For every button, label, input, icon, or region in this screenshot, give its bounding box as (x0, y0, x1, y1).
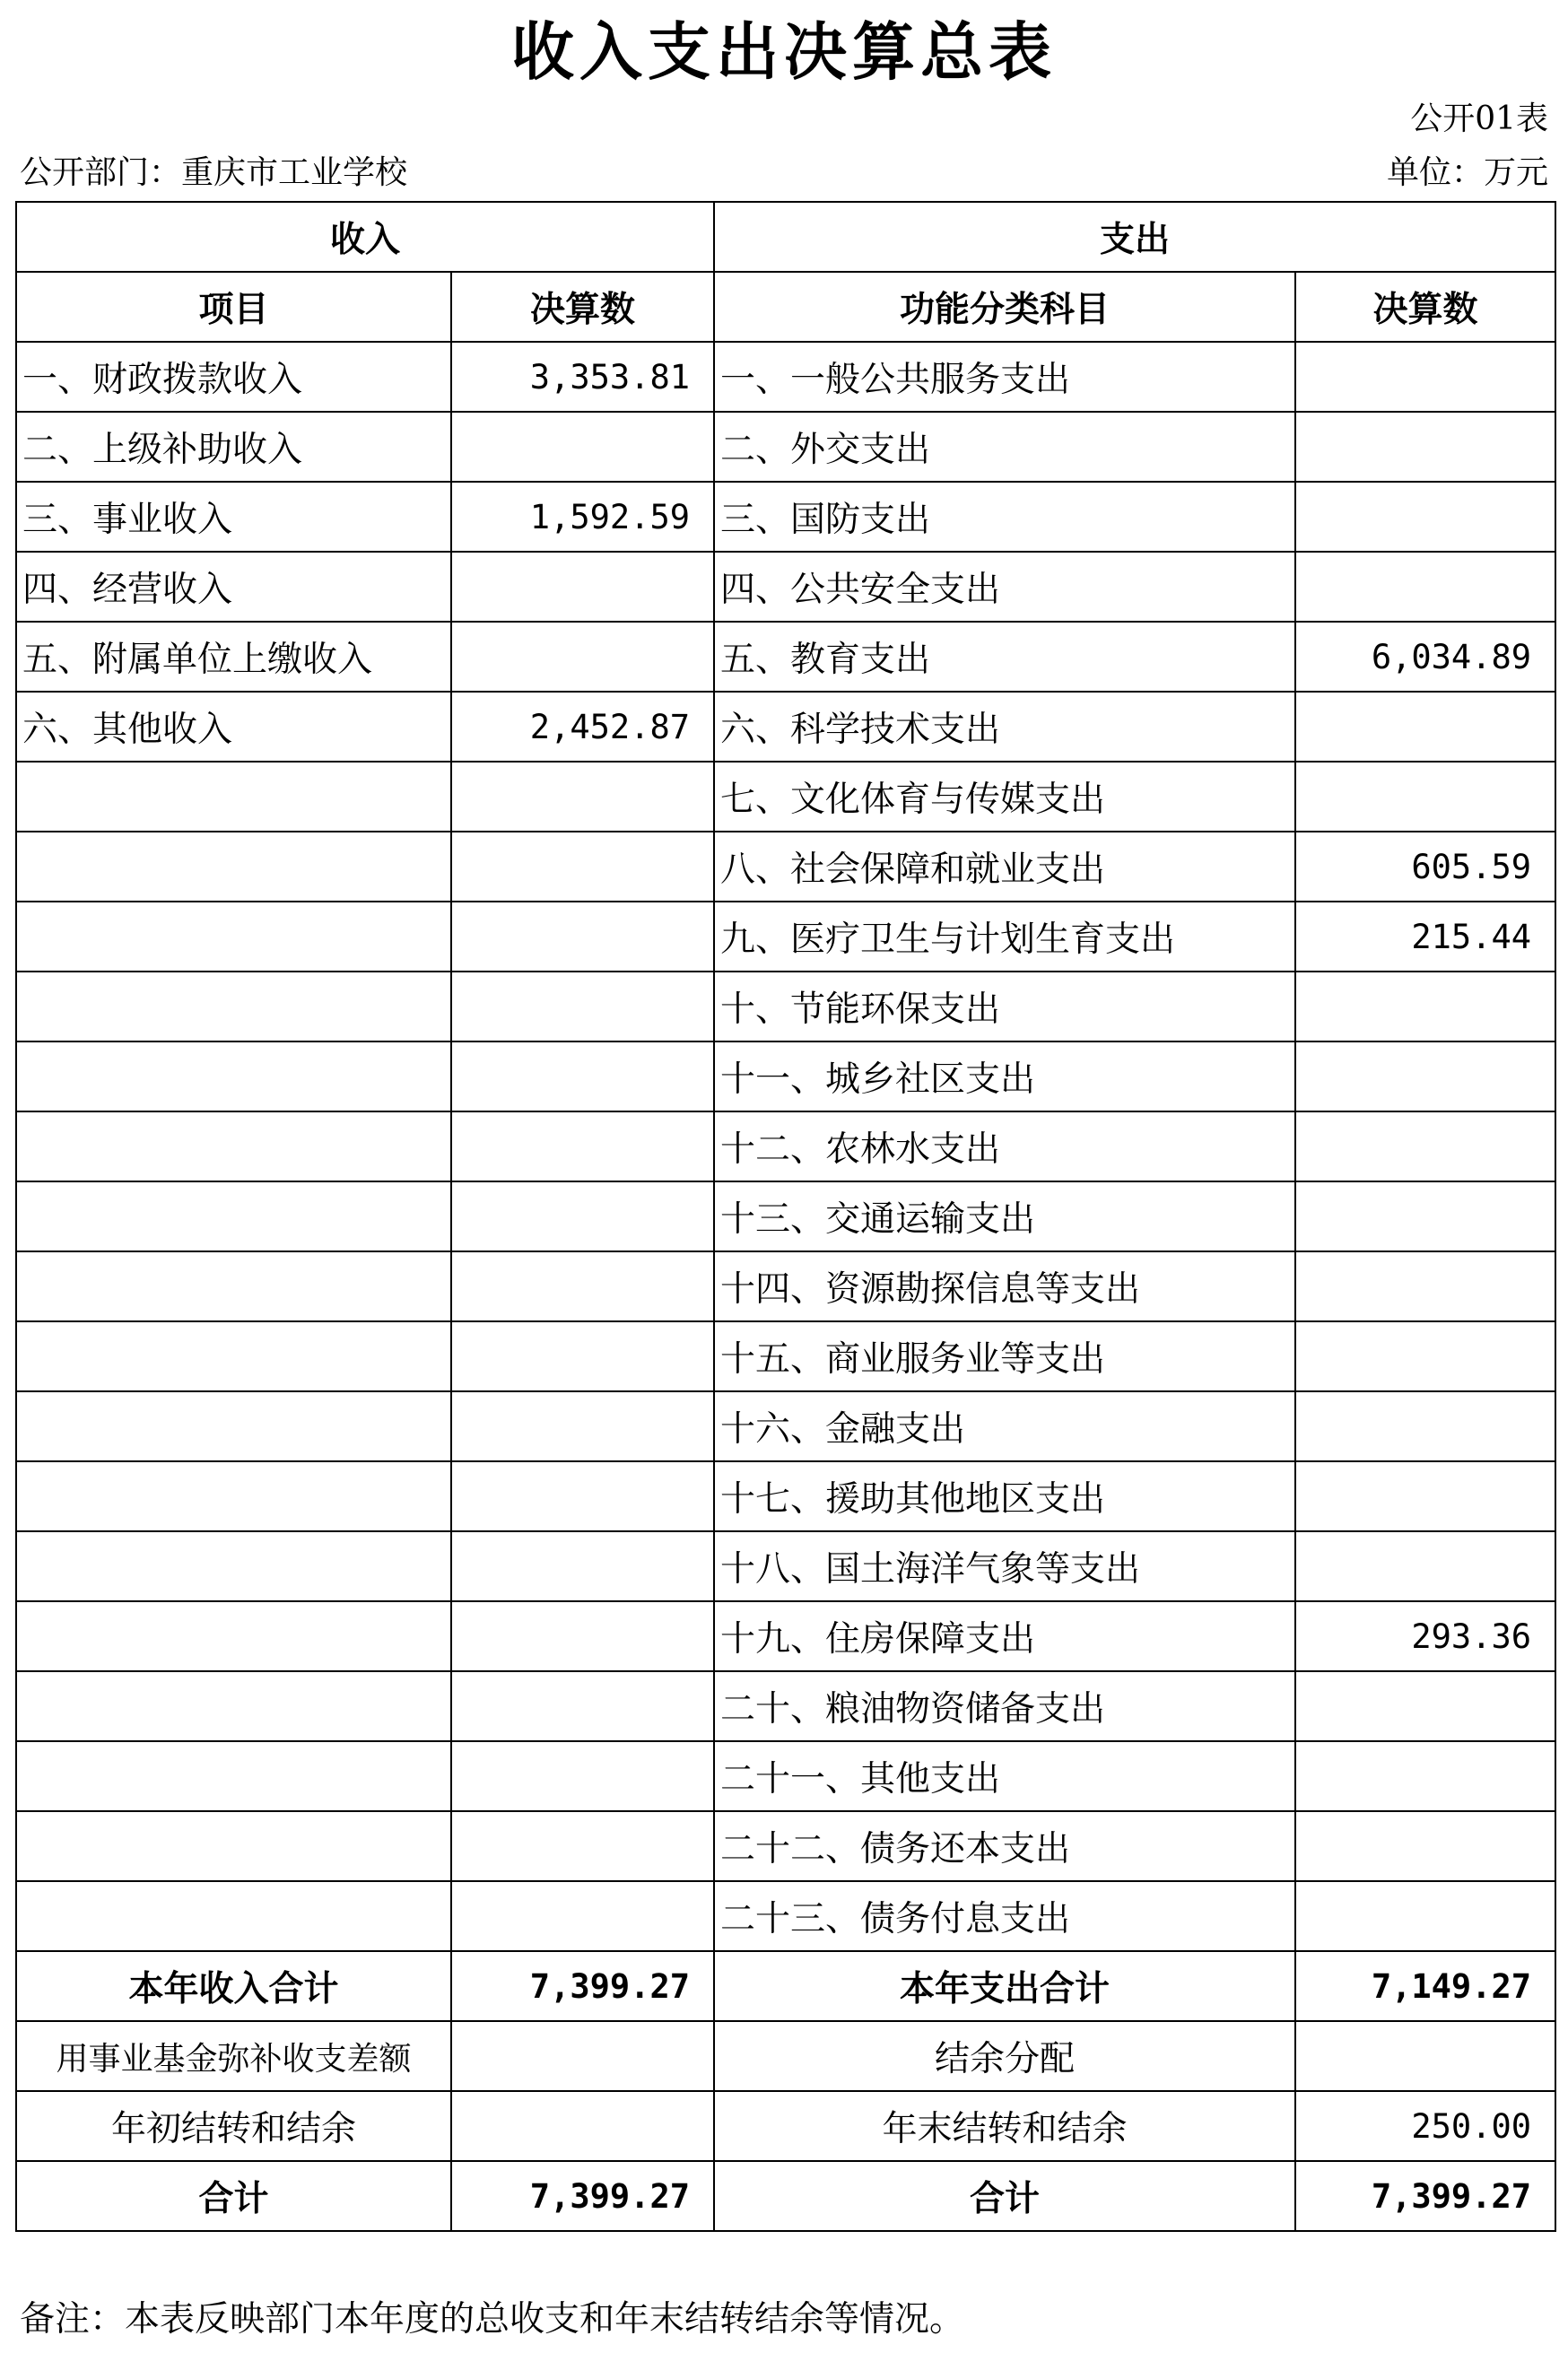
income-amount-cell (451, 1601, 714, 1671)
expense-item-cell: 十六、金融支出 (714, 1391, 1295, 1461)
table-row (16, 482, 1555, 552)
expense-item-cell: 二十三、债务付息支出 (714, 1881, 1295, 1951)
fund-row (16, 2021, 1555, 2091)
expense-amount-cell (1295, 1041, 1555, 1111)
grand-income-total-amount: 7,399.27 (451, 2161, 714, 2231)
income-item-cell (16, 1741, 451, 1811)
expense-item-cell: 十、节能环保支出 (714, 972, 1295, 1041)
fund-expense-label: 结余分配 (714, 2021, 1295, 2091)
income-item-cell (16, 1461, 451, 1531)
department-label: 公开部门：重庆市工业学校 (20, 154, 408, 191)
expense-amount-cell (1295, 1741, 1555, 1811)
expense-amount-cell (1295, 1111, 1555, 1181)
expense-item-cell: 九、医疗卫生与计划生育支出 (714, 902, 1295, 972)
expense-amount-column-header: 决算数 (1295, 272, 1555, 342)
income-amount-cell: 1,592.59 (451, 482, 714, 552)
income-amount-cell (451, 1461, 714, 1531)
expense-amount-cell (1295, 1391, 1555, 1461)
expense-amount-cell (1295, 762, 1555, 832)
income-amount-cell (451, 1671, 714, 1741)
table-row (16, 1461, 1555, 1531)
expense-item-cell: 五、教育支出 (714, 622, 1295, 692)
expense-item-cell: 六、科学技术支出 (714, 692, 1295, 762)
expense-item-cell: 十二、农林水支出 (714, 1111, 1295, 1181)
year-expense-total-amount: 7,149.27 (1295, 1951, 1555, 2021)
expense-amount-cell (1295, 1181, 1555, 1251)
table-row (16, 412, 1555, 482)
income-item-cell (16, 1181, 451, 1251)
income-amount-cell (451, 552, 714, 622)
table-row (16, 1531, 1555, 1601)
income-amount-cell: 2,452.87 (451, 692, 714, 762)
expense-amount-cell (1295, 482, 1555, 552)
income-amount-cell (451, 1741, 714, 1811)
expense-item-cell: 二十一、其他支出 (714, 1741, 1295, 1811)
expense-amount-cell (1295, 1531, 1555, 1601)
income-expense-table (15, 201, 1556, 2232)
income-amount-cell: 3,353.81 (451, 342, 714, 412)
expense-item-cell: 八、社会保障和就业支出 (714, 832, 1295, 902)
fund-income-amount (451, 2021, 714, 2091)
table-row (16, 902, 1555, 972)
expense-item-cell: 十九、住房保障支出 (714, 1601, 1295, 1671)
section-header-row (16, 202, 1555, 272)
table-row (16, 1321, 1555, 1391)
expense-amount-cell: 605.59 (1295, 832, 1555, 902)
table-row (16, 832, 1555, 902)
expense-section-header: 支出 (714, 202, 1555, 272)
income-amount-cell (451, 1041, 714, 1111)
income-amount-cell (451, 902, 714, 972)
expense-item-cell: 七、文化体育与传媒支出 (714, 762, 1295, 832)
expense-amount-cell (1295, 1461, 1555, 1531)
table-row (16, 1811, 1555, 1881)
expense-item-cell: 十一、城乡社区支出 (714, 1041, 1295, 1111)
income-item-cell (16, 1321, 451, 1391)
income-amount-cell (451, 412, 714, 482)
income-item-cell (16, 1881, 451, 1951)
income-item-cell (16, 1601, 451, 1671)
income-amount-cell (451, 972, 714, 1041)
footnote: 备注：本表反映部门本年度的总收支和年末结转结余等情况。 (20, 2299, 965, 2340)
income-amount-column-header: 决算数 (451, 272, 714, 342)
income-item-cell (16, 762, 451, 832)
income-amount-cell (451, 1251, 714, 1321)
expense-amount-cell (1295, 1321, 1555, 1391)
grand-expense-total-label: 合计 (714, 2161, 1295, 2231)
expense-amount-cell (1295, 1671, 1555, 1741)
income-item-cell: 六、其他收入 (16, 692, 451, 762)
page-title: 收入支出决算总表 (511, 15, 1057, 89)
table-row (16, 1391, 1555, 1461)
expense-amount-cell (1295, 552, 1555, 622)
income-item-cell: 二、上级补助收入 (16, 412, 451, 482)
table-row (16, 1111, 1555, 1181)
income-section-header: 收入 (16, 202, 714, 272)
income-amount-cell (451, 1111, 714, 1181)
income-amount-cell (451, 762, 714, 832)
income-item-cell (16, 1811, 451, 1881)
table-row (16, 692, 1555, 762)
table-row (16, 1181, 1555, 1251)
table-row (16, 972, 1555, 1041)
item-column-header: 项目 (16, 272, 451, 342)
table-row (16, 552, 1555, 622)
expense-amount-cell (1295, 1811, 1555, 1881)
income-item-cell: 四、经营收入 (16, 552, 451, 622)
table-row (16, 762, 1555, 832)
expense-amount-cell: 215.44 (1295, 902, 1555, 972)
income-item-cell (16, 1251, 451, 1321)
year-income-total-amount: 7,399.27 (451, 1951, 714, 2021)
expense-item-cell: 十四、资源勘探信息等支出 (714, 1251, 1295, 1321)
expense-item-cell: 十三、交通运输支出 (714, 1181, 1295, 1251)
expense-item-cell: 十八、国土海洋气象等支出 (714, 1531, 1295, 1601)
expense-item-cell: 二、外交支出 (714, 412, 1295, 482)
year-income-total-label: 本年收入合计 (16, 1951, 451, 2021)
income-item-cell (16, 1391, 451, 1461)
carry-expense-label: 年末结转和结余 (714, 2091, 1295, 2161)
carry-income-amount (451, 2091, 714, 2161)
carry-row (16, 2091, 1555, 2161)
fund-expense-amount (1295, 2021, 1555, 2091)
income-item-cell (16, 972, 451, 1041)
table-row (16, 1251, 1555, 1321)
income-amount-cell (451, 1321, 714, 1391)
expense-amount-cell: 6,034.89 (1295, 622, 1555, 692)
income-item-cell: 一、财政拨款收入 (16, 342, 451, 412)
grand-total-row (16, 2161, 1555, 2231)
expense-amount-cell (1295, 1251, 1555, 1321)
income-amount-cell (451, 1531, 714, 1601)
table-row (16, 1671, 1555, 1741)
expense-amount-cell (1295, 412, 1555, 482)
income-item-cell (16, 1671, 451, 1741)
income-item-cell (16, 832, 451, 902)
expense-item-cell: 二十、粮油物资储备支出 (714, 1671, 1295, 1741)
year-total-row (16, 1951, 1555, 2021)
carry-income-label: 年初结转和结余 (16, 2091, 451, 2161)
category-column-header: 功能分类科目 (714, 272, 1295, 342)
table-row (16, 1741, 1555, 1811)
income-amount-cell (451, 622, 714, 692)
expense-amount-cell (1295, 342, 1555, 412)
expense-item-cell: 十五、商业服务业等支出 (714, 1321, 1295, 1391)
grand-expense-total-amount: 7,399.27 (1295, 2161, 1555, 2231)
unit-label: 单位：万元 (1386, 154, 1548, 191)
expense-amount-cell (1295, 972, 1555, 1041)
income-amount-cell (451, 1881, 714, 1951)
expense-item-cell: 十七、援助其他地区支出 (714, 1461, 1295, 1531)
expense-amount-cell (1295, 692, 1555, 762)
fund-income-label: 用事业基金弥补收支差额 (16, 2021, 451, 2091)
income-item-cell (16, 902, 451, 972)
table-row (16, 622, 1555, 692)
income-item-cell (16, 1111, 451, 1181)
form-code: 公开01表 (1410, 100, 1548, 137)
column-header-row (16, 272, 1555, 342)
grand-income-total-label: 合计 (16, 2161, 451, 2231)
expense-amount-cell (1295, 1881, 1555, 1951)
table-row (16, 1601, 1555, 1671)
expense-amount-cell: 293.36 (1295, 1601, 1555, 1671)
carry-expense-amount: 250.00 (1295, 2091, 1555, 2161)
income-item-cell (16, 1531, 451, 1601)
income-item-cell: 五、附属单位上缴收入 (16, 622, 451, 692)
expense-item-cell: 二十二、债务还本支出 (714, 1811, 1295, 1881)
year-expense-total-label: 本年支出合计 (714, 1951, 1295, 2021)
income-item-cell (16, 1041, 451, 1111)
income-amount-cell (451, 1811, 714, 1881)
income-item-cell: 三、事业收入 (16, 482, 451, 552)
expense-item-cell: 一、一般公共服务支出 (714, 342, 1295, 412)
table-row (16, 1881, 1555, 1951)
table-row (16, 1041, 1555, 1111)
expense-item-cell: 三、国防支出 (714, 482, 1295, 552)
income-amount-cell (451, 832, 714, 902)
table-row (16, 342, 1555, 412)
expense-item-cell: 四、公共安全支出 (714, 552, 1295, 622)
income-amount-cell (451, 1391, 714, 1461)
income-amount-cell (451, 1181, 714, 1251)
